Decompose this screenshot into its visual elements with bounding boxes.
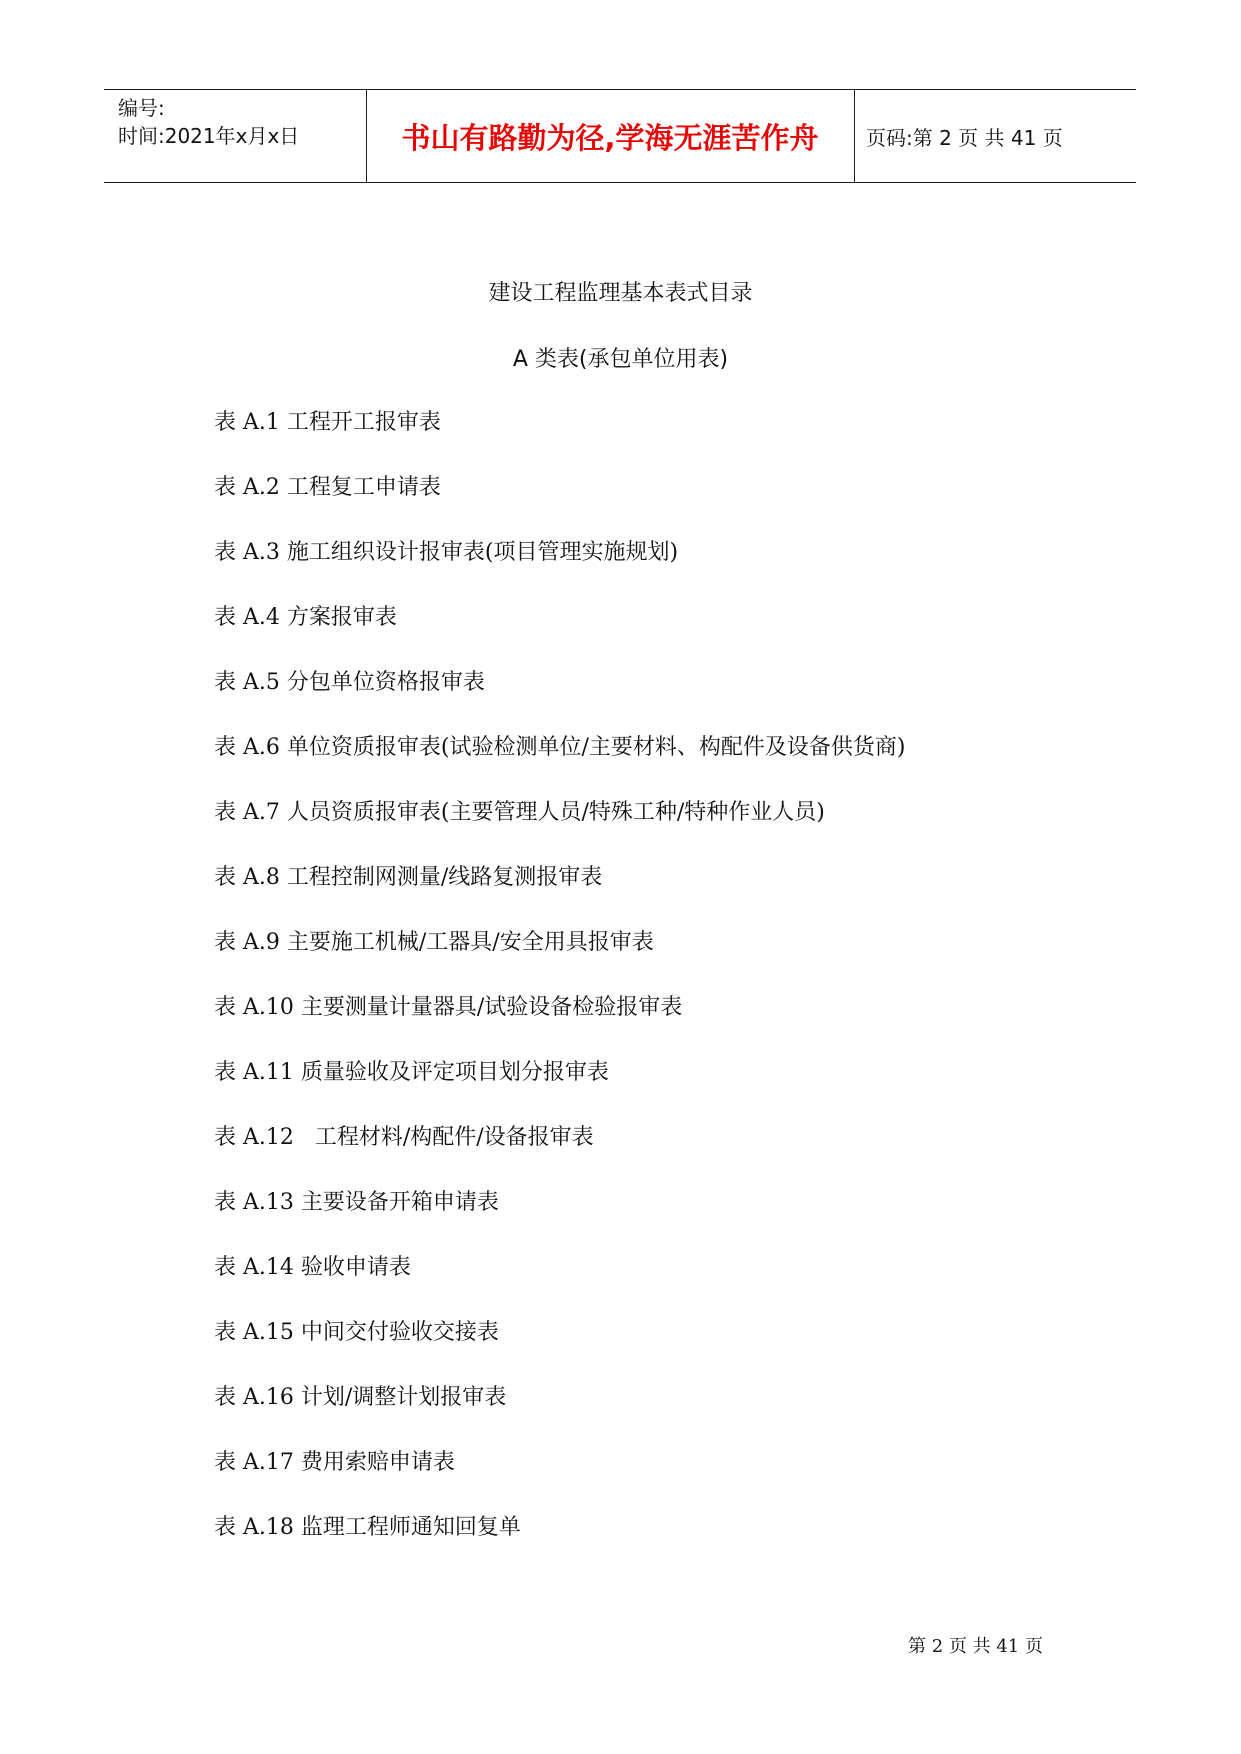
- header-number-label: 编号:: [118, 96, 165, 120]
- toc-item: 表 A.7 人员资质报审表(主要管理人员/特殊工种/特种作业人员): [214, 800, 825, 825]
- page-footer: 第 2 页 共 41 页: [908, 1636, 1043, 1657]
- toc-item: 表 A.11 质量验收及评定项目划分报审表: [214, 1060, 609, 1085]
- table-of-contents: [214, 405, 905, 1575]
- toc-item: 表 A.13 主要设备开箱申请表: [214, 1190, 499, 1215]
- toc-item: 表 A.6 单位资质报审表(试验检测单位/主要材料、构配件及设备供货商): [214, 735, 906, 760]
- header-motto: 书山有路勤为径,学海无涯苦作舟: [401, 120, 819, 155]
- toc-item: 表 A.8 工程控制网测量/线路复测报审表: [214, 865, 603, 890]
- toc-item: 表 A.9 主要施工机械/工器具/安全用具报审表: [214, 930, 654, 955]
- toc-item: 表 A.17 费用索赔申请表: [214, 1450, 455, 1475]
- toc-item: 表 A.18 监理工程师通知回复单: [214, 1515, 521, 1540]
- header-divider-right: [854, 90, 855, 182]
- toc-item: 表 A.10 主要测量计量器具/试验设备检验报审表: [214, 995, 683, 1020]
- toc-item: 表 A.15 中间交付验收交接表: [214, 1320, 499, 1345]
- document-title: 建设工程监理基本表式目录: [488, 281, 753, 306]
- toc-item: 表 A.3 施工组织设计报审表(项目管理实施规划): [214, 540, 679, 565]
- section-title: A 类表(承包单位用表): [512, 347, 729, 372]
- toc-item: 表 A.2 工程复工申请表: [214, 475, 441, 500]
- header-time-label: 时间:2021年x月x日: [118, 124, 300, 148]
- toc-item: 表 A.16 计划/调整计划报审表: [214, 1385, 507, 1410]
- toc-item: 表 A.5 分包单位资格报审表: [214, 670, 485, 695]
- header-meta: [118, 94, 299, 150]
- toc-item: 表 A.14 验收申请表: [214, 1255, 411, 1280]
- toc-item: 表 A.1 工程开工报审表: [214, 410, 441, 435]
- toc-item: 表 A.4 方案报审表: [214, 605, 397, 630]
- page-header: [104, 89, 1136, 183]
- header-page-label: 页码:第 2 页 共 41 页: [866, 125, 1063, 150]
- toc-item: 表 A.12 工程材料/构配件/设备报审表: [214, 1125, 594, 1150]
